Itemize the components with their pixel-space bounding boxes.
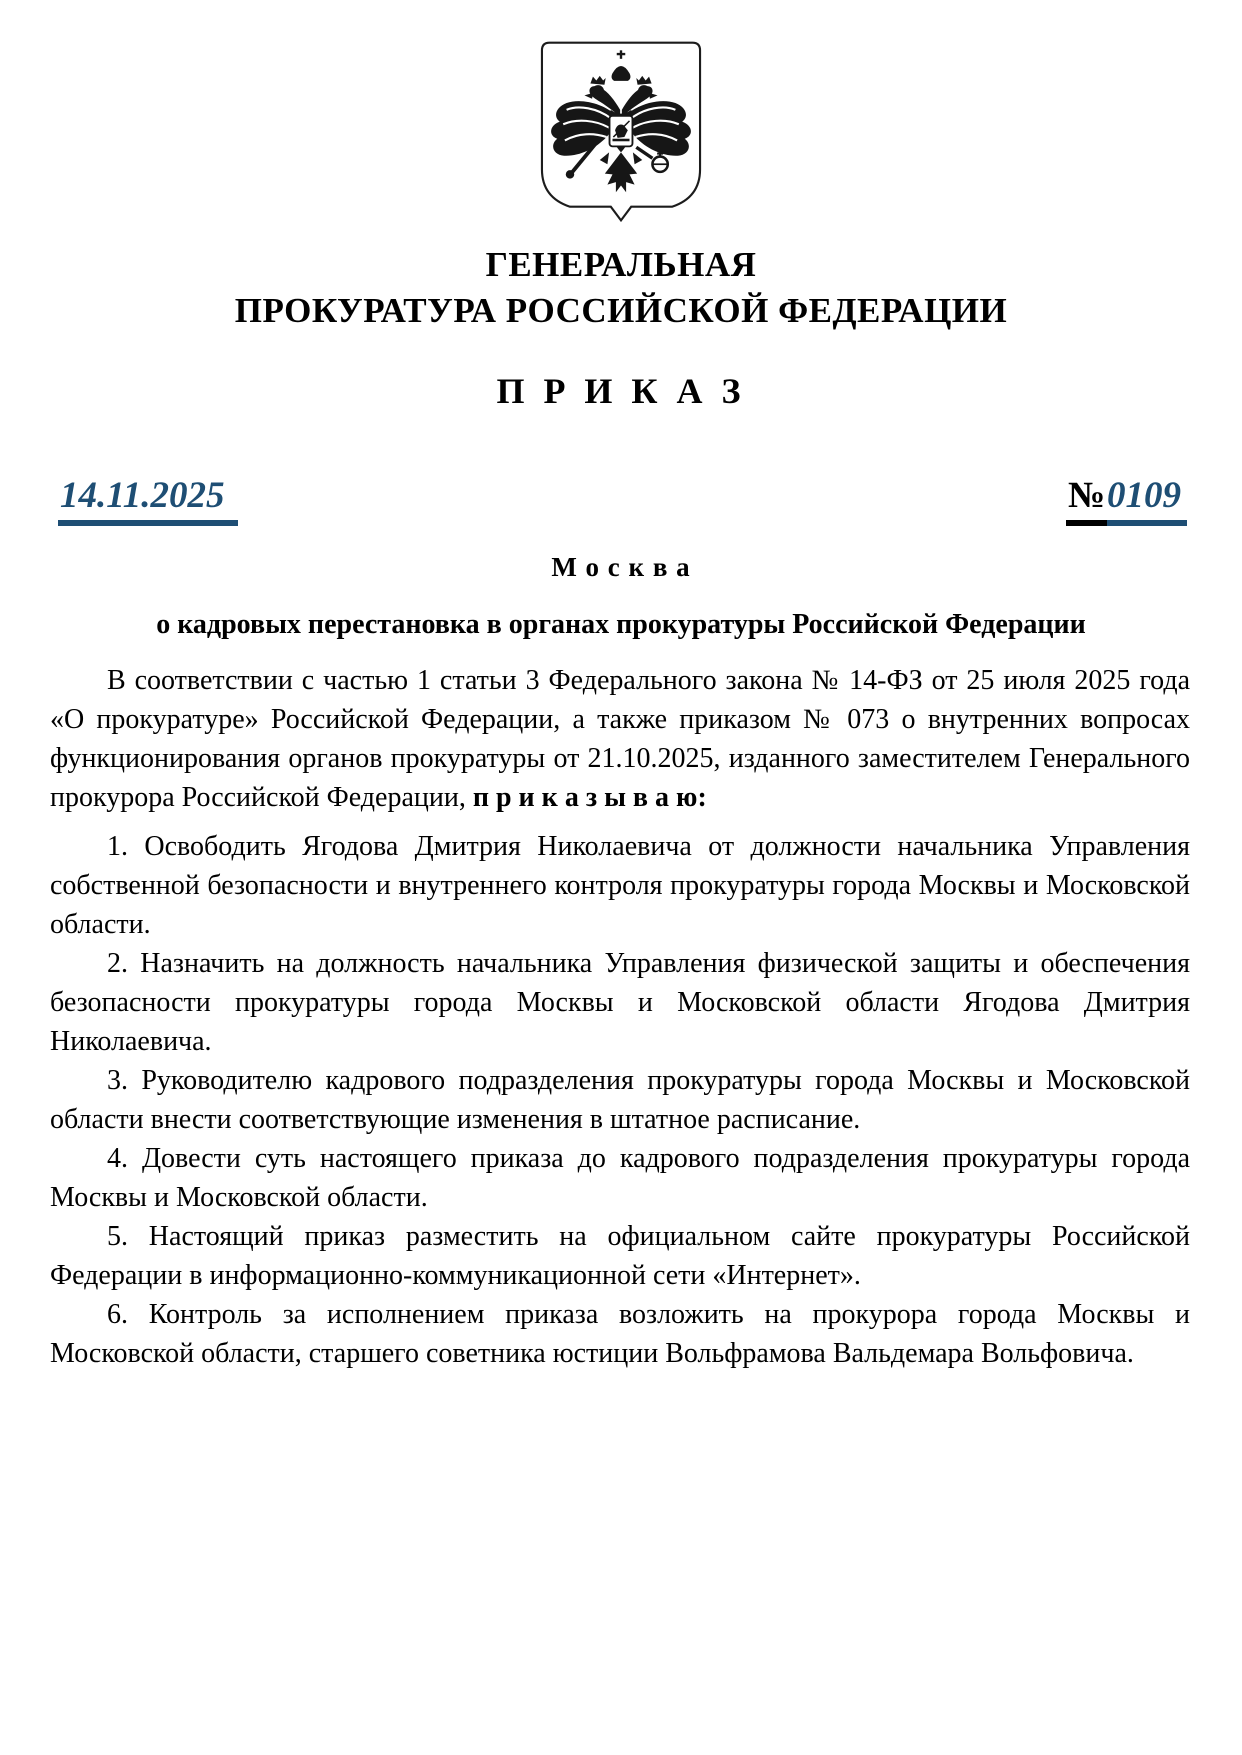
russia-coat-of-arms-icon xyxy=(536,40,706,223)
order-date: 14.11.2025 xyxy=(58,474,238,526)
intro-paragraph xyxy=(50,661,1190,817)
org-title-line2: ПРОКУРАТУРА РОССИЙСКОЙ ФЕДЕРАЦИИ xyxy=(234,291,1008,330)
intro-bold-run: п р и к а з ы в а ю: xyxy=(472,782,707,813)
order-item-1: 1. Освободить Ягодова Дмитрия Николаевича от должности начальника Управления собственной безопасности и внутреннего контроля прокуратуры города Москвы и Московской области. xyxy=(50,831,1190,940)
subject-line: о кадровых перестановка в органах прокуратуры Российской Федерации xyxy=(156,609,1086,640)
order-item-5: 5. Настоящий приказ разместить на официальном сайте прокуратуры Российской Федерации в информационно-коммуникационной сети «Интернет». xyxy=(50,1221,1190,1291)
order-item-3: 3. Руководителю кадрового подразделения прокуратуры города Москвы и Московской области внести соответствующие изменения в штатное расписание. xyxy=(50,1065,1190,1135)
numero-sign: № xyxy=(1066,474,1107,526)
city-label: М о с к в а xyxy=(551,552,691,582)
date-number-row xyxy=(58,474,1187,526)
order-number xyxy=(1066,474,1187,526)
order-item-4: 4. Довести суть настоящего приказа до кадрового подразделения прокуратуры города Москвы и Московской области. xyxy=(50,1143,1190,1213)
intro-text: В соответствии с частью 1 статьи 3 Федерального закона № 14-ФЗ от 25 июля 2025 года «О прокуратуре» Российской Федерации, а также приказом № 073 о внутренних вопросах функционирования органов прокуратуры от 21.10.2025, изданного заместителем Генерального прокурора Российской Федерации, xyxy=(50,665,1190,813)
org-title-line1: ГЕНЕРАЛЬНАЯ xyxy=(485,245,757,284)
order-body xyxy=(50,661,1190,1373)
doc-type-title: П Р И К А З xyxy=(496,371,746,411)
order-item-2: 2. Назначить на должность начальника Управления физической защиты и обеспечения безопасности прокуратуры города Москвы и Московской области Ягодова Дмитрия Николаевича. xyxy=(50,948,1190,1057)
emblem-container xyxy=(0,0,1242,228)
order-item-6: 6. Контроль за исполнением приказа возложить на прокурора города Москвы и Московской области, старшего советника юстиции Вольфрамова Вальдемара Вольфовича. xyxy=(50,1299,1190,1369)
org-title xyxy=(0,242,1242,334)
order-number-value: 0109 xyxy=(1107,474,1187,526)
